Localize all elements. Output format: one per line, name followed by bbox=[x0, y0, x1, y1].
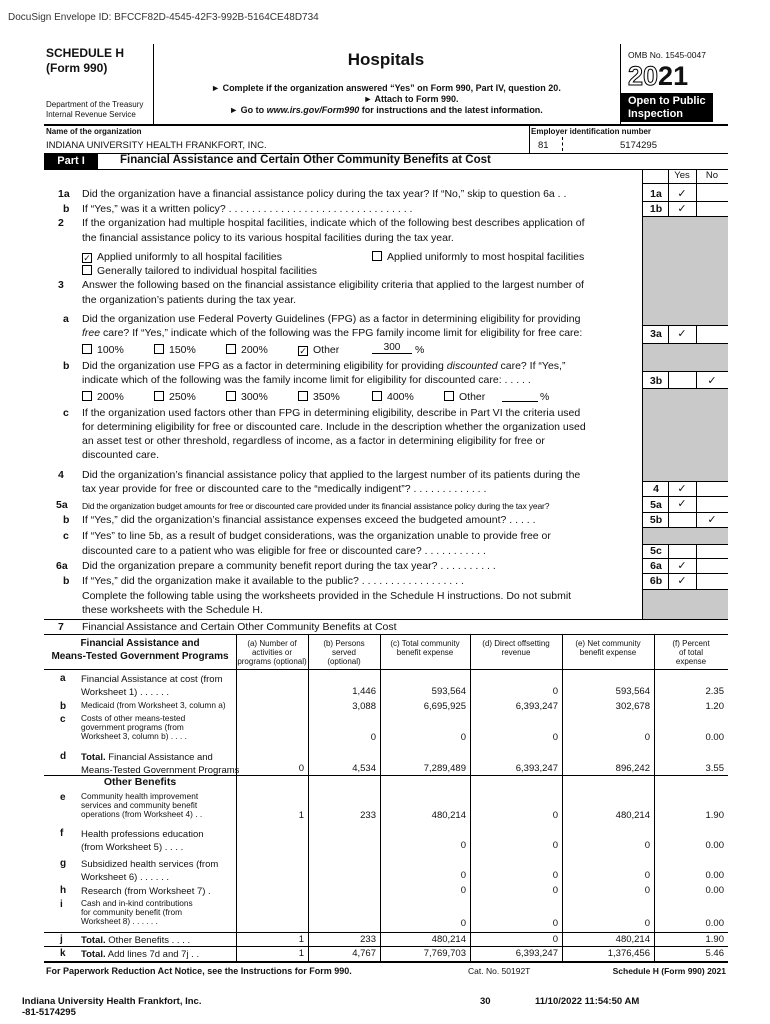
org-name: INDIANA UNIVERSITY HEALTH FRANKFORT, INC. bbox=[46, 140, 267, 151]
table-cell-e: 896,242 bbox=[615, 763, 650, 774]
table-cell-c: 0 bbox=[460, 918, 466, 929]
table-cell-e: 593,564 bbox=[615, 686, 650, 697]
table-cell-c: 480,214 bbox=[431, 810, 466, 821]
table-row-letter: g bbox=[60, 858, 67, 869]
table-row-label bbox=[81, 732, 187, 741]
table-cell-e: 0 bbox=[644, 885, 650, 896]
table-cell-d: 6,393,247 bbox=[515, 763, 558, 774]
q5c-text-2: discounted care to a patient who was eligible for free or discounted care? . . . . . . . . . . . bbox=[82, 545, 486, 557]
table-row-label-text: Add lines 7d and 7j . . bbox=[105, 949, 200, 960]
answer-5b-no: ✓ bbox=[707, 514, 717, 526]
table-cell-d: 0 bbox=[552, 934, 558, 945]
table-cell-c: 7,769,703 bbox=[423, 948, 466, 959]
q3b-opt-400[interactable]: 400% bbox=[372, 390, 414, 404]
line-label-1a: 1a bbox=[650, 188, 662, 200]
table-cell-b: 1,446 bbox=[352, 686, 376, 697]
paperwork-notice: For Paperwork Reduction Act Notice, see the Instructions for Form 990. bbox=[46, 966, 352, 976]
open-to-public-badge: Open to Public Inspection bbox=[621, 93, 713, 122]
other-benefits-heading: Other Benefits bbox=[103, 776, 177, 788]
q3b-opt-other[interactable]: Other bbox=[444, 390, 485, 404]
q2-text-1: If the organization had multiple hospital facilities, indicate which of the following best describes application of bbox=[82, 217, 585, 229]
q3b-pct: % bbox=[540, 391, 550, 403]
checkbox[interactable] bbox=[154, 391, 164, 401]
table-row-label-text: Worksheet 6) . . . . . . bbox=[81, 872, 169, 883]
q3a-num: a bbox=[63, 313, 69, 325]
table-cell-f: 5.46 bbox=[705, 948, 724, 959]
table-row-letter: k bbox=[60, 948, 66, 959]
answer-4-yes: ✓ bbox=[677, 483, 687, 495]
q3b-opt-200[interactable]: 200% bbox=[82, 390, 124, 404]
dept-line1: Department of the Treasury bbox=[46, 100, 144, 109]
table-row-label-text: Health professions education bbox=[81, 829, 204, 840]
q1b-num: b bbox=[63, 203, 70, 215]
table-row-letter: i bbox=[60, 899, 63, 910]
q4-text-1: Did the organization’s financial assistance policy that applied to the largest number of its patients during the bbox=[82, 469, 581, 481]
table-cell-c: 7,289,489 bbox=[423, 763, 466, 774]
line-label-1b: 1b bbox=[649, 203, 663, 215]
table-row-label-text: Other Benefits . . . . bbox=[105, 935, 191, 946]
table-row-label bbox=[81, 828, 204, 841]
table-cell-c: 0 bbox=[460, 732, 466, 743]
q6b-num: b bbox=[63, 575, 70, 587]
checkbox[interactable] bbox=[226, 344, 236, 354]
q5a-num: 5a bbox=[56, 499, 68, 511]
table-row-label-text: Cash and in-kind contributions bbox=[81, 898, 193, 908]
table-header-b: (b) Persons served (optional) bbox=[323, 639, 365, 666]
table-cell-c: 0 bbox=[460, 840, 466, 851]
header-instr-3: ► Go to www.irs.gov/Form990 for instructions and the latest information. bbox=[229, 105, 543, 115]
line-label-4: 4 bbox=[653, 483, 659, 495]
checkbox-checked[interactable]: ✓ bbox=[83, 253, 91, 263]
q1b-text: If “Yes,” was it a written policy? . . . . . . . . . . . . . . . . . . . . . . . . . . . . . . . . bbox=[82, 203, 413, 215]
table-row-label-text: Financial Assistance at cost (from bbox=[81, 674, 223, 685]
table-cell-f: 0.00 bbox=[705, 732, 724, 743]
q2-text-2: the financial assistance policy to its various hospital facilities during the tax year. bbox=[82, 232, 454, 244]
table-cell-e: 0 bbox=[644, 732, 650, 743]
form-title: Hospitals bbox=[347, 50, 425, 69]
checkbox[interactable] bbox=[82, 391, 92, 401]
yes-col-header: Yes bbox=[674, 170, 690, 181]
table-row-label-text: Means-Tested Government Programs bbox=[81, 765, 240, 776]
table-cell-d: 0 bbox=[552, 840, 558, 851]
table-cell-e: 480,214 bbox=[615, 810, 650, 821]
q3b-opt-350[interactable]: 350% bbox=[298, 390, 340, 404]
table-row-label-bold: Total. bbox=[81, 752, 106, 763]
table-cell-a: 1 bbox=[298, 948, 304, 959]
table-cell-e: 1,376,456 bbox=[607, 948, 650, 959]
table-row-letter: e bbox=[60, 792, 66, 803]
table-header-f: (f) Percent of total expense bbox=[672, 639, 710, 666]
line-label-3a: 3a bbox=[650, 328, 662, 340]
table-cell-f: 1.20 bbox=[705, 701, 724, 712]
answer-3b-no: ✓ bbox=[707, 375, 717, 387]
table-cell-a: 1 bbox=[298, 934, 304, 945]
table-row-label bbox=[81, 871, 169, 884]
checkbox[interactable] bbox=[154, 344, 164, 354]
line-label-3b: 3b bbox=[649, 375, 663, 387]
table-cell-b: 233 bbox=[360, 810, 376, 821]
table-cell-e: 480,214 bbox=[615, 934, 650, 945]
q3b-text-1: Did the organization use FPG as a factor in determining eligibility for providing discounted care? If “Yes,” bbox=[82, 360, 566, 372]
q3a-opt-100[interactable]: 100% bbox=[82, 343, 124, 357]
no-col-header: No bbox=[705, 170, 719, 181]
q3c-text-1: If the organization used factors other than FPG in determining eligibility, describe in Part VI the criteria used bbox=[82, 407, 581, 419]
q3b-text-2: indicate which of the following was the family income limit for eligibility for discounted care: . . . . . bbox=[82, 374, 531, 386]
answer-1a-yes: ✓ bbox=[677, 188, 687, 200]
table-row-label bbox=[81, 917, 158, 926]
table-row-label-text: (from Worksheet 5) . . . . bbox=[81, 842, 184, 853]
table-header-main: Financial Assistance and Means-Tested Government Programs bbox=[51, 638, 229, 662]
q5c-text-1: If “Yes” to line 5b, as a result of budget considerations, was the organization unable to provide free or bbox=[82, 530, 551, 542]
header-instr-2: ► Attach to Form 990. bbox=[363, 94, 459, 104]
schedule-label: SCHEDULE H bbox=[46, 46, 125, 60]
q3b-other-field[interactable] bbox=[502, 401, 538, 402]
table-cell-f: 1.90 bbox=[705, 810, 724, 821]
line-label-6b: 6b bbox=[649, 575, 663, 587]
table-row-label-text: Worksheet 8) . . . . . . bbox=[81, 916, 158, 926]
table-row-label-bold: Total. bbox=[81, 949, 106, 960]
q3a-other-value[interactable]: 300 bbox=[372, 342, 412, 354]
tax-year: 2021 bbox=[628, 61, 689, 91]
table-row-label bbox=[81, 686, 169, 699]
q3a-text-2: free care? If “Yes,” indicate which of the following was the FPG family income limit for eligibility for free care: bbox=[82, 327, 583, 339]
q3c-text-4: discounted care. bbox=[82, 449, 160, 461]
table-row-letter: f bbox=[60, 828, 64, 839]
table-cell-f: 1.90 bbox=[705, 934, 724, 945]
table-cell-b: 4,767 bbox=[352, 948, 376, 959]
q5a-text: Did the organization budget amounts for free or discounted care provided under its financial assistance policy during the tax year? bbox=[82, 501, 550, 511]
q5b-num: b bbox=[63, 514, 70, 526]
table-row-label-text: operations (from Worksheet 4) . . bbox=[81, 809, 203, 819]
table-cell-c: 0 bbox=[460, 885, 466, 896]
q3b-opt-300[interactable]: 300% bbox=[226, 390, 268, 404]
table-row-label-text: services and community benefit bbox=[81, 800, 198, 810]
q3a-pct: % bbox=[415, 344, 425, 356]
table-row-letter: b bbox=[60, 701, 67, 712]
table-row-label-text: Financial Assistance and bbox=[105, 752, 213, 763]
table-row-label bbox=[81, 948, 199, 961]
table-cell-e: 0 bbox=[644, 870, 650, 881]
footer-org-ein: -81-5174295 bbox=[22, 1007, 76, 1018]
answer-3a-yes: ✓ bbox=[677, 328, 687, 340]
q5c-num: c bbox=[63, 530, 69, 542]
q6-table-instr-1: Complete the following table using the worksheets provided in the Schedule H instructions. Do not submit bbox=[82, 590, 572, 602]
table-row-label-text: Subsidized health services (from bbox=[81, 859, 219, 870]
q7-num: 7 bbox=[58, 621, 64, 633]
table-cell-d: 0 bbox=[552, 918, 558, 929]
table-row-label bbox=[81, 841, 183, 854]
table-cell-d: 0 bbox=[552, 885, 558, 896]
table-row-letter: j bbox=[60, 934, 63, 945]
q6-table-instr-2: these worksheets with the Schedule H. bbox=[82, 604, 263, 616]
table-cell-d: 6,393,247 bbox=[515, 701, 558, 712]
table-cell-b: 4,534 bbox=[352, 763, 376, 774]
table-cell-f: 0.00 bbox=[705, 918, 724, 929]
table-row-label bbox=[81, 810, 202, 819]
table-header-c: (c) Total community benefit expense bbox=[390, 639, 460, 657]
q4-num: 4 bbox=[58, 469, 64, 481]
checkbox[interactable] bbox=[82, 265, 92, 275]
table-cell-f: 0.00 bbox=[705, 870, 724, 881]
answer-6b-yes: ✓ bbox=[677, 575, 687, 587]
q3a-opt-200[interactable]: 200% bbox=[226, 343, 268, 357]
table-row-label-bold: Total. bbox=[81, 935, 106, 946]
table-cell-c: 480,214 bbox=[431, 934, 466, 945]
line-label-5b: 5b bbox=[649, 514, 663, 526]
q3-text-2: the organization’s patients during the tax year. bbox=[82, 294, 297, 306]
table-row-letter: h bbox=[60, 885, 67, 896]
table-cell-d: 0 bbox=[552, 686, 558, 697]
table-row-label bbox=[81, 885, 211, 898]
table-row-letter: d bbox=[60, 751, 67, 762]
q5b-text: If “Yes,” did the organization’s financial assistance expenses exceed the budgeted amount? . . . . . bbox=[82, 514, 536, 526]
line-label-5c: 5c bbox=[650, 545, 662, 557]
table-row-label bbox=[81, 701, 226, 710]
part-title: Financial Assistance and Certain Other Community Benefits at Cost bbox=[120, 154, 491, 166]
dept-line2: Internal Revenue Service bbox=[46, 110, 136, 119]
q6a-text: Did the organization prepare a community benefit report during the tax year? . . . . . . . . . . bbox=[82, 560, 496, 572]
q3a-opt-other[interactable]: ✓ Other bbox=[299, 344, 340, 356]
checkbox[interactable] bbox=[226, 391, 236, 401]
q3b-num: b bbox=[63, 360, 70, 372]
table-row-label-text: Research (from Worksheet 7) . bbox=[81, 886, 211, 897]
q2-option-uniform-all[interactable]: ✓ Applied uniformly to all hospital facilities bbox=[83, 251, 283, 263]
q1a-num: 1a bbox=[58, 188, 70, 200]
answer-1b-yes: ✓ bbox=[677, 203, 687, 215]
table-row-label-text: for community benefit (from bbox=[81, 907, 182, 917]
table-row-label-text: Community health improvement bbox=[81, 791, 199, 801]
table-cell-d: 0 bbox=[552, 810, 558, 821]
q3-num: 3 bbox=[58, 279, 64, 291]
q7-text: Financial Assistance and Certain Other Community Benefits at Cost bbox=[82, 621, 397, 633]
q3a-opt-150[interactable]: 150% bbox=[154, 343, 196, 357]
q2-num: 2 bbox=[58, 217, 64, 229]
line-label-5a: 5a bbox=[650, 499, 662, 511]
schedule-footer: Schedule H (Form 990) 2021 bbox=[612, 966, 726, 976]
q3c-text-2: for determining eligibility for free or discounted care. Include in the description whether the organization used bbox=[82, 421, 586, 433]
cat-number: Cat. No. 50192T bbox=[468, 966, 531, 976]
timestamp: 11/10/2022 11:54:50 AM bbox=[535, 996, 640, 1007]
checkbox[interactable] bbox=[82, 344, 92, 354]
ein-suffix: 5174295 bbox=[620, 140, 657, 151]
table-cell-b: 233 bbox=[360, 934, 376, 945]
checkbox[interactable] bbox=[372, 391, 382, 401]
q6a-num: 6a bbox=[56, 560, 68, 572]
table-cell-d: 6,393,247 bbox=[515, 948, 558, 959]
header-instr-1: ► Complete if the organization answered “Yes” on Form 990, Part IV, question 20. bbox=[211, 83, 561, 93]
q2-option-tailored[interactable]: Generally tailored to individual hospital facilities bbox=[82, 264, 317, 278]
table-row-label-text: Costs of other means-tested bbox=[81, 713, 186, 723]
table-cell-a: 0 bbox=[298, 763, 304, 774]
ein-label: Employer identification number bbox=[531, 127, 652, 136]
table-cell-b: 3,088 bbox=[352, 701, 376, 712]
q3c-text-3: an asset test or other threshold, regardless of income, as a factor in determining eligibility for free or bbox=[82, 435, 545, 447]
table-cell-f: 3.55 bbox=[705, 763, 724, 774]
table-cell-a: 1 bbox=[298, 810, 304, 821]
answer-5a-yes: ✓ bbox=[677, 498, 687, 510]
table-cell-d: 0 bbox=[552, 870, 558, 881]
org-name-label: Name of the organization bbox=[46, 127, 142, 136]
table-row-label bbox=[81, 751, 213, 764]
checkbox[interactable] bbox=[298, 391, 308, 401]
line-label-6a: 6a bbox=[650, 560, 662, 572]
table-cell-c: 0 bbox=[460, 870, 466, 881]
q2-option-uniform-most[interactable]: Applied uniformly to most hospital facilities bbox=[372, 250, 584, 264]
checkbox-checked[interactable]: ✓ bbox=[299, 346, 307, 356]
q4-text-2: tax year provide for free or discounted care to the “medically indigent”? . . . . . . . . . . . . . bbox=[82, 483, 487, 495]
table-cell-e: 0 bbox=[644, 840, 650, 851]
footer-org-name: Indiana University Health Frankfort, Inc. bbox=[22, 996, 202, 1007]
table-row-letter: a bbox=[60, 673, 66, 684]
table-cell-e: 0 bbox=[644, 918, 650, 929]
checkbox[interactable] bbox=[372, 251, 382, 261]
answer-6a-yes: ✓ bbox=[677, 560, 687, 572]
table-cell-c: 593,564 bbox=[431, 686, 466, 697]
table-header-e: (e) Net community benefit expense bbox=[575, 639, 641, 657]
table-header-d: (d) Direct offsetting revenue bbox=[482, 639, 550, 657]
part-label: Part I bbox=[44, 154, 98, 169]
table-cell-f: 0.00 bbox=[705, 840, 724, 851]
q3b-opt-250[interactable]: 250% bbox=[154, 390, 196, 404]
q6b-text: If “Yes,” did the organization make it available to the public? . . . . . . . . . . . . . . . . . . bbox=[82, 575, 464, 587]
table-row-label-text: Worksheet 3, column b) . . . . bbox=[81, 731, 187, 741]
table-row-label bbox=[81, 764, 239, 777]
q1a-text: Did the organization have a financial assistance policy during the tax year? If “No,” skip to question 6a . . bbox=[82, 188, 567, 200]
envelope-id: DocuSign Envelope ID: BFCCF82D-4545-42F3-992B-5164CE48D734 bbox=[8, 12, 319, 23]
table-header-a: (a) Number of activities or programs (optional) bbox=[237, 639, 307, 666]
table-cell-b: 0 bbox=[370, 732, 376, 743]
omb-number: OMB No. 1545-0047 bbox=[628, 50, 706, 60]
table-cell-f: 2.35 bbox=[705, 686, 724, 697]
table-row-label-text: government programs (from bbox=[81, 722, 184, 732]
ein-prefix: 81 bbox=[538, 140, 549, 151]
q3-text-1: Answer the following based on the financial assistance eligibility criteria that applied to the largest number of bbox=[82, 279, 584, 291]
table-cell-f: 0.00 bbox=[705, 885, 724, 896]
table-row-label bbox=[81, 673, 223, 686]
table-cell-d: 0 bbox=[552, 732, 558, 743]
page-number: 30 bbox=[480, 996, 491, 1007]
checkbox[interactable] bbox=[444, 391, 454, 401]
table-cell-c: 6,695,925 bbox=[423, 701, 466, 712]
table-row-label-text: Worksheet 1) . . . . . . bbox=[81, 687, 169, 698]
table-cell-e: 302,678 bbox=[615, 701, 650, 712]
q3c-num: c bbox=[63, 407, 69, 419]
table-row-label-text: Medicaid (from Worksheet 3, column a) bbox=[81, 700, 226, 710]
table-row-letter: c bbox=[60, 714, 66, 725]
form-label: (Form 990) bbox=[46, 61, 108, 75]
q3a-text-1: Did the organization use Federal Poverty Guidelines (FPG) as a factor in determining eligibility for providing bbox=[82, 313, 581, 325]
table-row-label bbox=[81, 934, 190, 947]
table-row-label bbox=[81, 858, 218, 871]
